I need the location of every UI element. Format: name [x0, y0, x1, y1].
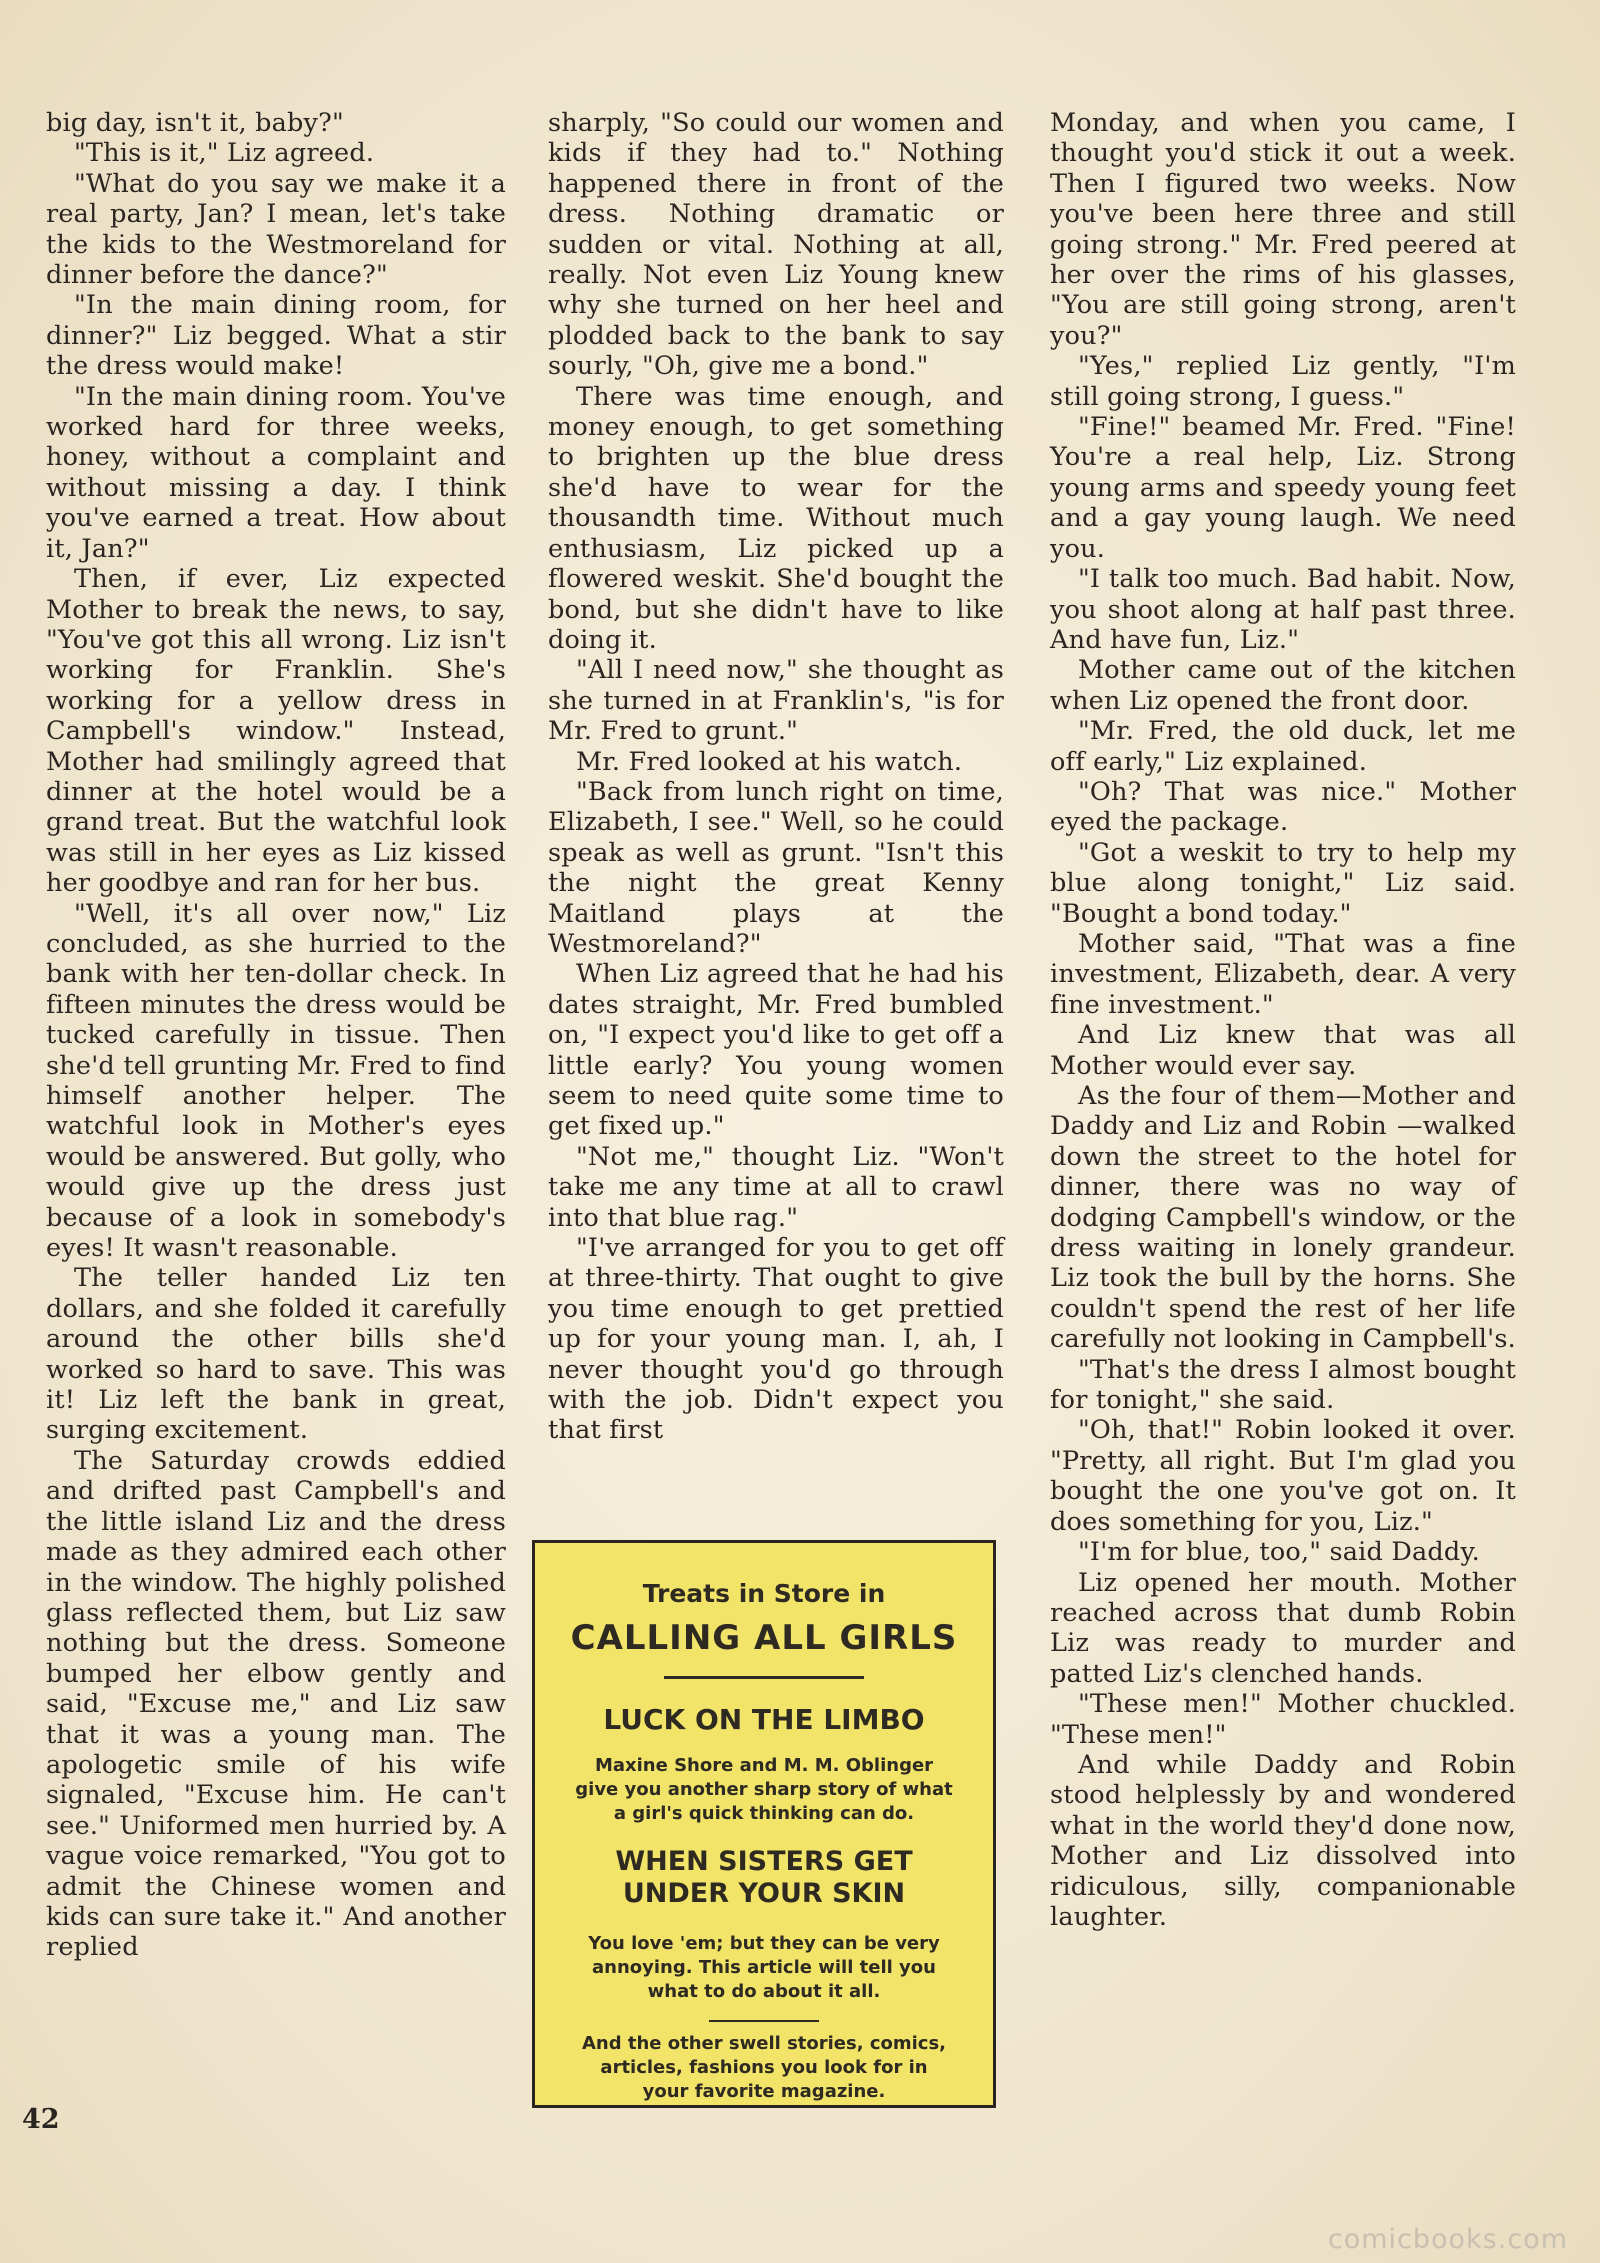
paragraph: "Mr. Fred, the old duck, let me off early," Liz explained.: [1050, 716, 1516, 777]
page-number: 42: [22, 2104, 60, 2135]
ad-divider-small: [709, 2020, 819, 2022]
paragraph: "I'm for blue, too," said Daddy.: [1078, 1537, 1480, 1568]
paragraph: Mother came out of the kitchen when Liz opened the front door.: [1050, 655, 1516, 716]
ad-intro: Treats in Store in: [642, 1579, 886, 1608]
paragraph: "All I need now," she thought as she turned in at Franklin's, "is for Mr. Fred to grunt.": [548, 655, 1004, 747]
ad-story-title-1: LUCK ON THE LIMBO: [603, 1703, 925, 1736]
text-column-2: [548, 108, 1004, 1446]
paragraph: There was time enough, and money enough, to get something to brighten up the blue dress she'd have to wear for the thousandth time. Without much enthusiasm, Liz picked up a flowered weskit. She'd bought the bond, but she didn't have to like doing it.: [548, 381, 1004, 655]
paragraph: The Saturday crowds eddied and drifted past Campbell's and the little island Liz and the dress made as they admired each other in the window. The highly polished glass reflected them, but Liz saw nothing but the dress. Someone bumped her elbow gently and said, "Excuse me," and Liz saw that it was a young man. The apologetic smile of his wife signaled, "Excuse him. He can't see." Uniformed men hurried by. A vague voice remarked, "You got to admit the Chinese women and kids can sure take it." And another replied: [46, 1445, 506, 1963]
paragraph: Mr. Fred looked at his watch.: [576, 746, 963, 777]
paragraph: Mother said, "That was a fine investment, Elizabeth, dear. A very fine investment.": [1050, 928, 1516, 1020]
paragraph: "Back from lunch right on time, Elizabeth, I see." Well, so he could speak as well as grunt. "Isn't this the night the great Kenny Maitland plays at the Westmoreland?": [548, 776, 1004, 959]
ad-divider: [664, 1676, 864, 1679]
paragraph: Then, if ever, Liz expected Mother to break the news, to say, "You've got this all wrong. Liz isn't working for Franklin. She's working for a yellow dress in Campbell's window." Instead, Mother had smilingly agreed that dinner at the hotel would be a grand treat. But the watchful look was still in her eyes as Liz kissed her goodbye and ran for her bus.: [46, 564, 506, 899]
ad-magazine-title: CALLING ALL GIRLS: [570, 1618, 958, 1658]
ad-story-desc-2: You love 'em; but they can be very annoying. This article will tell you what to do about it all.: [588, 1933, 940, 2002]
paragraph: And Liz knew that was all Mother would ever say.: [1050, 1020, 1516, 1081]
paragraph: sharply, "So could our women and kids if they had to." Nothing happened there in front of the dress. Nothing dramatic or sudden or vital. Nothing at all, really. Not even Liz Young knew why she turned on her heel and plodded back to the bank to say sourly, "Oh, give me a bond.": [548, 108, 1004, 382]
paragraph: Monday, and when you came, I thought you'd stick it out a week. Then I figured two weeks. Now you've been here three and still going strong." Mr. Fred peered at her over the rims of his glasses, "You are still going strong, aren't you?": [1050, 108, 1516, 351]
paragraph: Liz opened her mouth. Mother reached across that dumb Robin Liz was ready to murder and patted Liz's clenched hands.: [1050, 1567, 1516, 1689]
ad-story-desc-1: Maxine Shore and M. M. Oblinger give you another sharp story of what a girl's quick thinking can do.: [575, 1755, 953, 1824]
advertisement-box: [532, 1540, 996, 2108]
paragraph: As the four of them—Mother and Daddy and Liz and Robin —walked down the street to the hotel for dinner, there was no way of dodging Campbell's window, or the dress waiting in lonely grandeur. Liz took the bull by the horns. She couldn't spend the rest of her life carefully not looking in Campbell's.: [1050, 1081, 1516, 1355]
paragraph: big day, isn't it, baby?": [46, 108, 344, 138]
paragraph: "In the main dining room, for dinner?" Liz begged. What a stir the dress would make!: [46, 290, 506, 382]
text-column-1: [46, 108, 506, 1963]
paragraph: "In the main dining room. You've worked hard for three weeks, honey, without a complaint and without missing a day. I think you've earned a treat. How about it, Jan?": [46, 381, 506, 564]
paragraph: "These men!" Mother chuckled. "These men!": [1050, 1689, 1516, 1750]
paragraph: "Fine!" beamed Mr. Fred. "Fine! You're a real help, Liz. Strong young arms and speedy young feet and a gay young laugh. We need you.: [1050, 412, 1516, 564]
paragraph: "Oh, that!" Robin looked it over. "Pretty, all right. But I'm glad you bought the one you've got on. It does something for you, Liz.": [1050, 1415, 1516, 1537]
paragraph: "Got a weskit to try to help my blue along tonight," Liz said. "Bought a bond today.": [1050, 837, 1516, 929]
paragraph: And while Daddy and Robin stood helplessly by and wondered what in the world they'd done now, Mother and Liz dissolved into ridiculous, silly, companionable laughter.: [1050, 1749, 1516, 1932]
ad-closing: And the other swell stories, comics, articles, fashions you look for in your favorite magazine.: [581, 2033, 947, 2102]
ad-story-title-2: WHEN SISTERS GET UNDER YOUR SKIN: [615, 1846, 913, 1909]
paragraph: "Not me," thought Liz. "Won't take me any time at all to crawl into that blue rag.": [548, 1141, 1004, 1233]
paragraph: "This is it," Liz agreed.: [74, 138, 375, 169]
paragraph: The teller handed Liz ten dollars, and she folded it carefully around the other bills she'd worked so hard to save. This was it! Liz left the bank in great, surging excitement.: [46, 1263, 506, 1446]
paragraph: "That's the dress I almost bought for tonight," she said.: [1050, 1354, 1516, 1416]
text-column-3: [1050, 108, 1516, 1932]
paragraph: "I've arranged for you to get off at three-thirty. That ought to give you time enough to get prettied up for your young man. I, ah, I never thought you'd go through with the job. Didn't expect you that first: [548, 1233, 1004, 1446]
paragraph: "Oh? That was nice." Mother eyed the package.: [1050, 776, 1516, 838]
paragraph: "What do you say we make it a real party, Jan? I mean, let's take the kids to the Westmoreland for dinner before the dance?": [46, 168, 506, 291]
paragraph: When Liz agreed that he had his dates straight, Mr. Fred bumbled on, "I expect you'd like to get off a little early? You young women seem to need quite some time to get fixed up.": [548, 959, 1004, 1142]
paragraph: "I talk too much. Bad habit. Now, you shoot along at half past three. And have fun, Liz.": [1050, 564, 1516, 655]
paragraph: "Yes," replied Liz gently, "I'm still going strong, I guess.": [1050, 351, 1516, 412]
watermark: comicbooks.com: [1327, 2224, 1568, 2255]
paragraph: "Well, it's all over now," Liz concluded, as she hurried to the bank with her ten-dollar check. In fifteen minutes the dress would be tucked carefully in tissue. Then she'd tell grunting Mr. Fred to find himself another helper. The watchful look in Mother's eyes would be answered. But golly, who would give up the dress just because of a look in somebody's eyes! It wasn't reasonable.: [46, 898, 506, 1264]
